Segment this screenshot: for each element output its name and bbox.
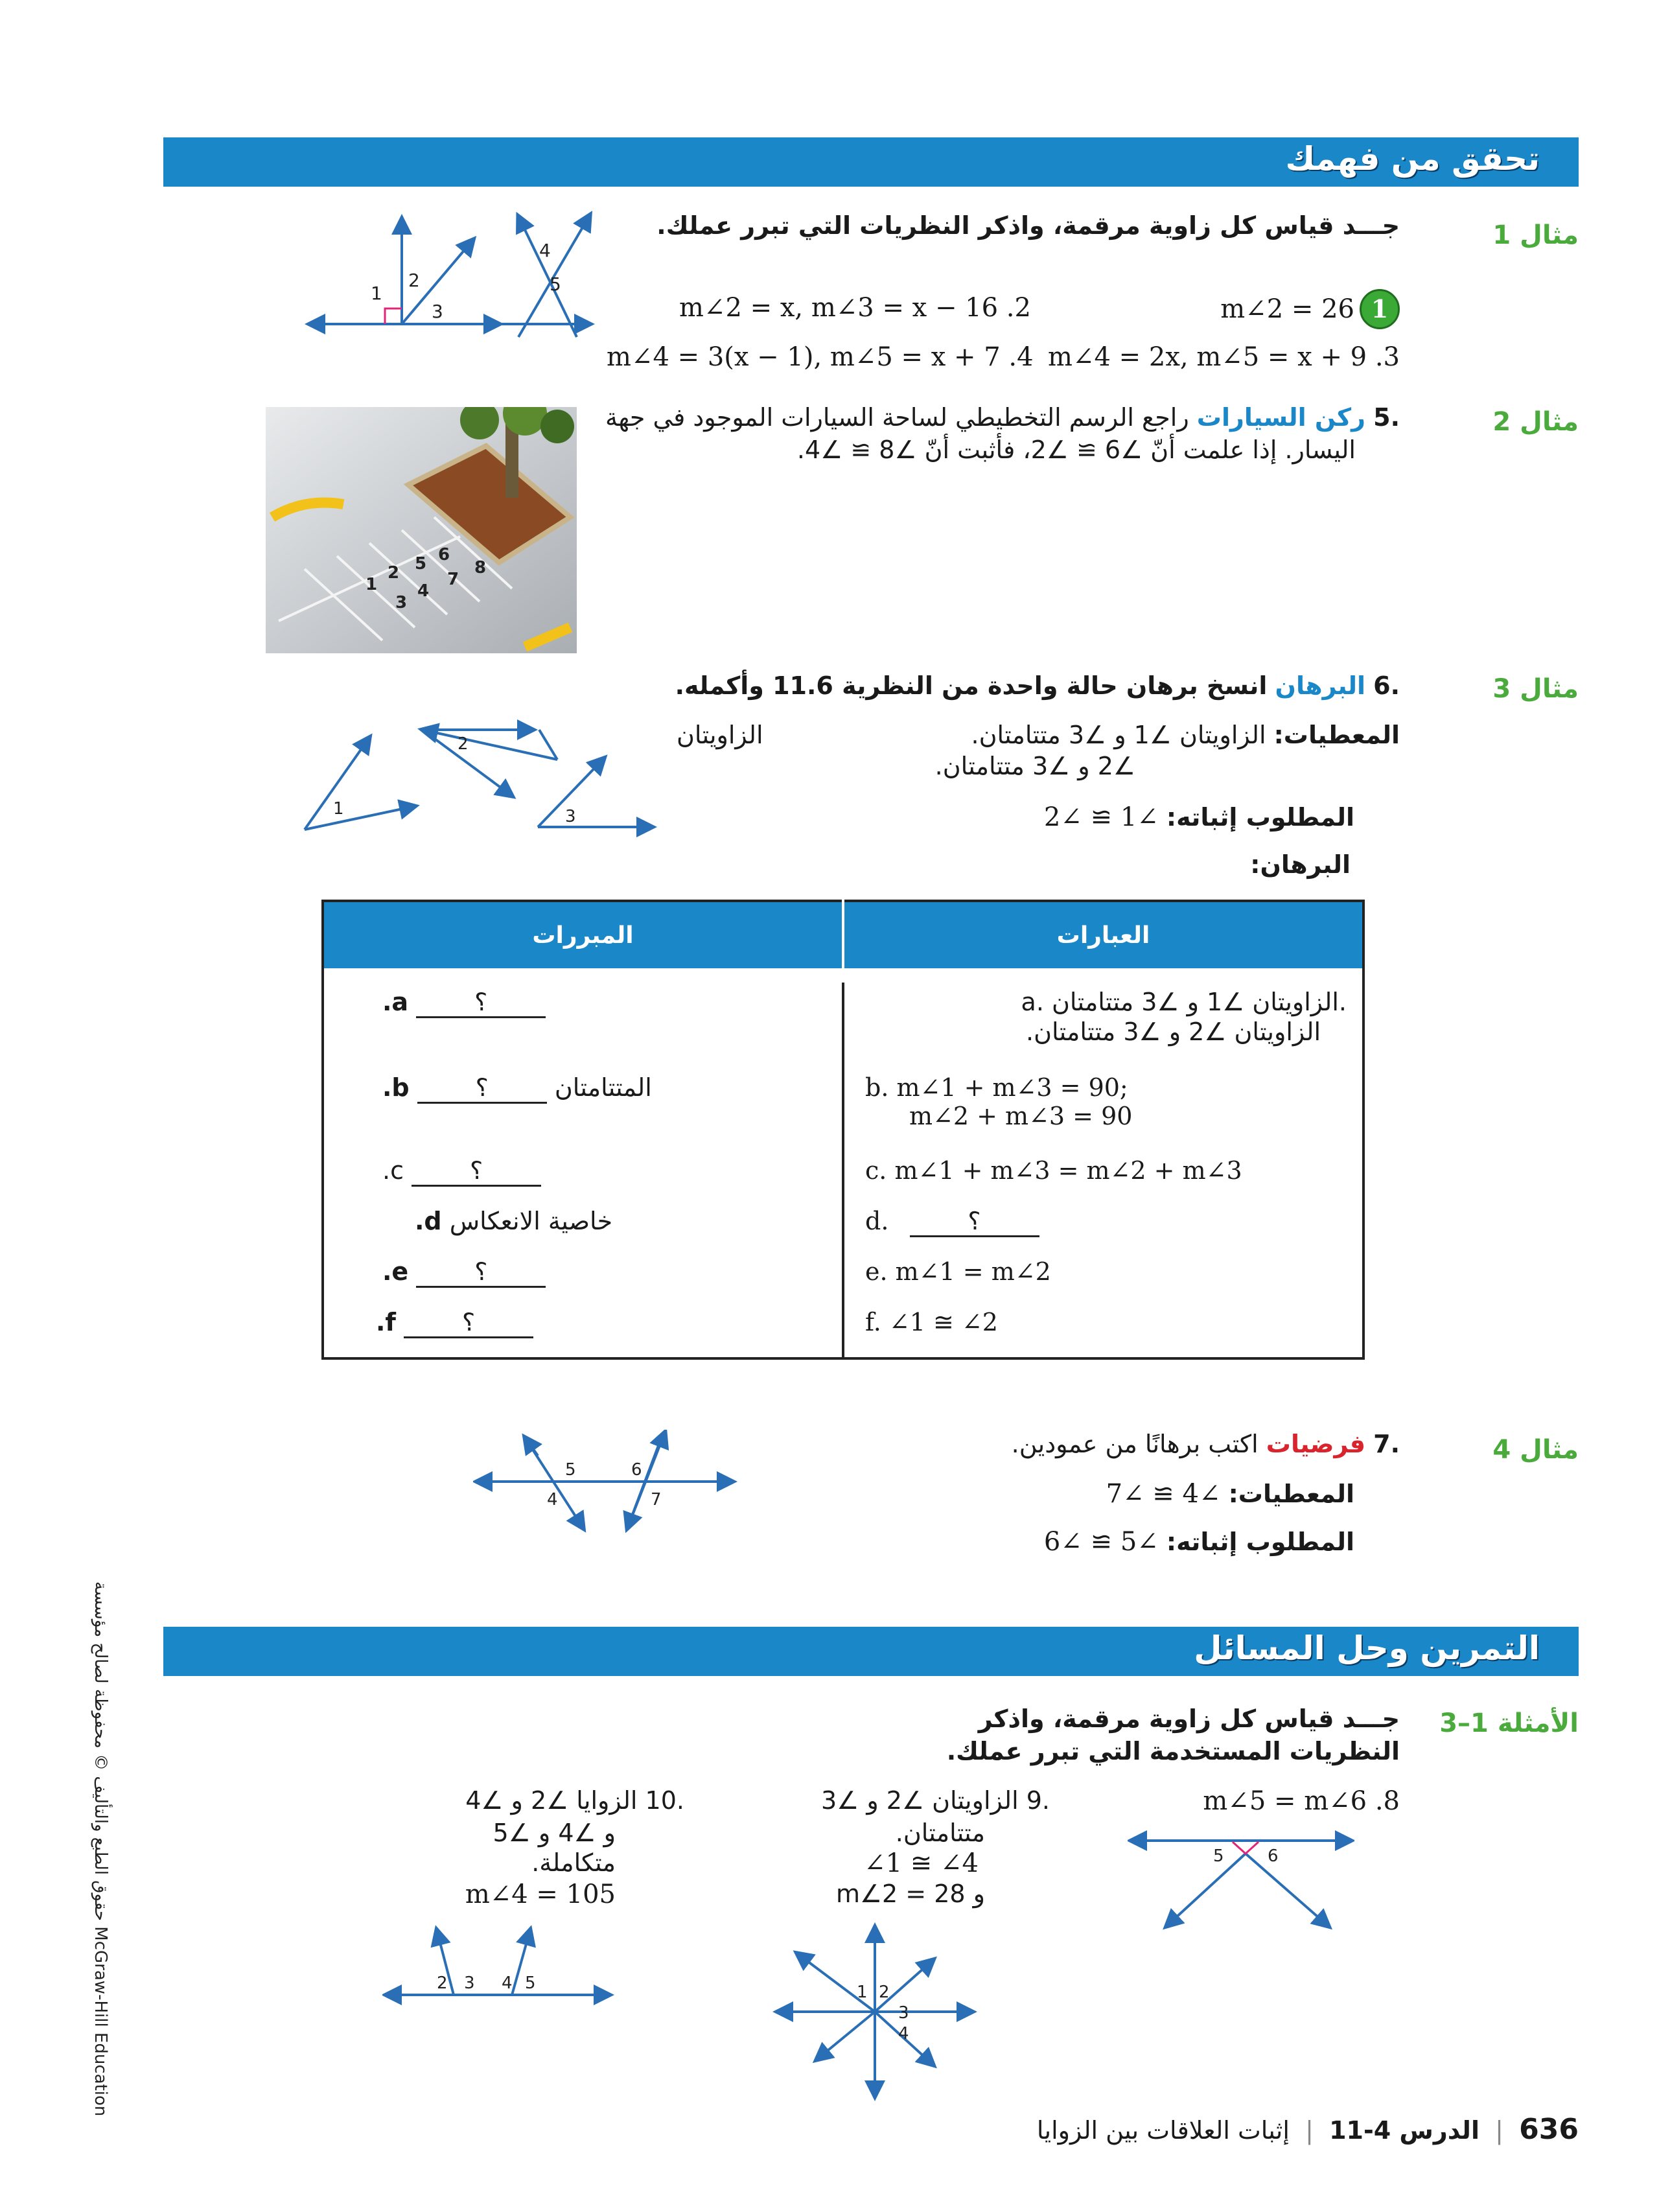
problem-1 — [1220, 289, 1400, 329]
ex2-number: .5 — [1373, 403, 1400, 432]
example-label-2: مثال 2 — [1492, 407, 1579, 437]
ex4-text: اكتب برهانًا من عمودين. — [1011, 1430, 1259, 1458]
photo-label-7: 7 — [447, 570, 459, 589]
problem-3: m∠4 = 2x, m∠5 = x + 9 .3 — [1048, 342, 1400, 372]
problem-10-line3: متكاملة. — [531, 1848, 616, 1877]
table-row — [323, 983, 1363, 1069]
ex4-given — [1106, 1479, 1354, 1509]
reason-b — [324, 1073, 842, 1104]
problem-10-figure — [382, 1921, 616, 2005]
problem-4: m∠4 = 3(x − 1), m∠5 = x + 7 .4 — [607, 342, 1034, 372]
reason-blank[interactable]: ؟ — [417, 1073, 547, 1104]
fig4-label-4: 4 — [547, 1490, 558, 1509]
fig1-label-3: 3 — [432, 301, 443, 322]
reason-e — [324, 1257, 842, 1288]
page-footer: 636 | الدرس 4-11 | إثبات العلاقات بين الزوايا — [1036, 2113, 1579, 2146]
reason-letter: .d — [415, 1207, 442, 1235]
fig10-label-3: 3 — [464, 1973, 475, 1993]
fig10-label-4: 4 — [502, 1973, 513, 1993]
example-label-3: مثال 3 — [1492, 674, 1579, 704]
reason-text: خاصية الانعكاس — [449, 1207, 613, 1235]
example-label-4: مثال 4 — [1492, 1435, 1579, 1465]
fig4-label-5: 5 — [565, 1460, 576, 1480]
fig10-label-5: 5 — [525, 1973, 536, 1993]
ex3-given-1: الزاويتان ∠1 و ∠3 متتامتان. — [971, 721, 1266, 749]
table-row — [323, 1256, 1363, 1307]
ex4-figure — [473, 1430, 739, 1533]
parking-lot-photo — [266, 407, 577, 653]
ex1-instruction: جـــد قياس كل زاوية مرقمة، واذكر النظريات التي تبرر عملك. — [656, 211, 1400, 240]
ex4-given-value: ∠4 ≅ ∠7 — [1106, 1479, 1221, 1509]
problem-9-line4: و m∠2 = 28 — [835, 1880, 985, 1908]
reason-blank[interactable]: ؟ — [404, 1308, 533, 1338]
fig3-label-3: 3 — [565, 807, 576, 826]
statement-letter: d. — [865, 1207, 889, 1235]
problem-9-figure — [771, 1921, 979, 2102]
ex4-question — [1012, 1430, 1400, 1458]
page-number: 636 — [1519, 2113, 1579, 2146]
reason-letter: .b — [382, 1073, 410, 1102]
ex3-given — [971, 721, 1400, 749]
ex3-proof-label: البرهان: — [1250, 850, 1351, 879]
ex4-given-label: المعطيات: — [1228, 1480, 1354, 1508]
fig1-label-4: 4 — [539, 240, 551, 261]
proof-table — [321, 900, 1365, 1360]
table-row — [323, 1155, 1363, 1205]
fig1-label-5: 5 — [550, 274, 561, 295]
ex3-given-word: الزاويتان — [677, 721, 763, 749]
practice-instruction-2: النظريات المستخدمة التي تبرر عملك. — [946, 1737, 1400, 1765]
lesson-title: إثبات العلاقات بين الزوايا — [1036, 2116, 1290, 2145]
ex3-given-2: ∠2 و ∠3 متتامتان. — [934, 752, 1135, 780]
photo-label-5: 5 — [415, 554, 427, 574]
fig10-label-2: 2 — [437, 1973, 448, 1993]
ex2-question-line1 — [605, 403, 1400, 432]
ex2-text-line2: اليسار. إذا علمت أنّ ∠6 ≅ ∠2، فأثبت أنّ ∠8 ≅ ∠4. — [796, 436, 1356, 464]
reason-blank[interactable]: ؟ — [412, 1156, 541, 1187]
statement-a: a. الزاويتان ∠1 و ∠3 متتامتان. — [1021, 988, 1347, 1016]
ex2-text-line1: راجع الرسم التخطيطي لساحة السيارات الموجود في جهة — [605, 403, 1189, 432]
reason-a — [324, 988, 551, 1018]
reason-letter: .f — [376, 1308, 396, 1336]
section-banner-practice — [163, 1627, 1579, 1676]
problem-2: m∠2 = x, m∠3 = x − 16 .2 — [679, 293, 1031, 323]
statement-b-2: m∠2 + m∠3 = 90 — [909, 1102, 1133, 1130]
problem-10-line4: m∠4 = 105 — [465, 1880, 616, 1909]
statement-e: e. m∠1 = m∠2 — [865, 1257, 1051, 1286]
problem-9-line2: متتامتان. — [895, 1819, 985, 1847]
problem-9-line1: .9 الزاويتان ∠2 و ∠3 — [821, 1786, 1050, 1815]
ex3-prove-value: ∠1 ≅ ∠2 — [1043, 802, 1159, 832]
fig9-label-3: 3 — [898, 2003, 909, 2023]
problem-9-line3: ∠1 ≅ ∠4 — [864, 1848, 979, 1878]
fig9-label-1: 1 — [857, 1983, 868, 2002]
reason-blank[interactable]: ؟ — [416, 1257, 546, 1288]
reason-letter: .c — [382, 1156, 404, 1185]
problem-10-line1: .10 الزوايا ∠2 و ∠4 — [465, 1786, 684, 1815]
example-label-practice: الأمثلة 1–3 — [1439, 1708, 1579, 1738]
reason-c — [324, 1156, 842, 1187]
table-row — [323, 1205, 1363, 1256]
side-copyright: حقوق الطبع والتأليف © محفوظة لصالح مؤسسة McGraw-Hill Education — [91, 1581, 110, 2117]
statement-c: c. m∠1 + m∠3 = m∠2 + m∠3 — [865, 1156, 1242, 1185]
table-row — [323, 1069, 1363, 1155]
example-label-1: مثال 1 — [1492, 220, 1579, 250]
section-title: تحقق من فهمك — [1285, 140, 1540, 178]
fig4-label-7: 7 — [651, 1490, 662, 1509]
problem-1-text: m∠2 = 26 — [1220, 294, 1354, 324]
table-row — [323, 1307, 1363, 1358]
photo-label-8: 8 — [474, 558, 487, 577]
reason-blank[interactable]: ؟ — [416, 988, 546, 1018]
fig9-label-2: 2 — [879, 1983, 890, 2002]
photo-label-2: 2 — [388, 563, 400, 583]
reason-d — [324, 1207, 842, 1235]
fig9-label-4: 4 — [898, 2024, 909, 2043]
reason-letter: .e — [382, 1257, 409, 1286]
ex3-given-label: المعطيات: — [1273, 721, 1400, 749]
problem-1-number: 1 — [1360, 289, 1400, 329]
fig3-label-2: 2 — [458, 734, 469, 754]
ex3-question — [675, 671, 1400, 700]
statement-b: b. m∠1 + m∠3 = 90; — [865, 1073, 1128, 1102]
ex4-prove-value: ∠5 ≅ ∠6 — [1043, 1527, 1159, 1557]
ex4-prove-label: المطلوب إثباته: — [1166, 1528, 1354, 1556]
ex4-prove — [1044, 1527, 1354, 1557]
statement-a-2: الزاويتان ∠2 و ∠3 متتامتان. — [1026, 1018, 1321, 1046]
statement-d — [865, 1207, 1362, 1237]
ex4-topic: فرضيات — [1266, 1430, 1366, 1458]
ex4-number: .7 — [1373, 1430, 1400, 1458]
fig1-label-2: 2 — [408, 270, 420, 291]
ex3-prove-label: المطلوب إثباته: — [1166, 803, 1354, 832]
photo-label-3: 3 — [395, 593, 408, 612]
photo-label-4: 4 — [417, 581, 430, 601]
ex3-topic: البرهان — [1275, 671, 1366, 700]
ex3-prove — [1044, 802, 1354, 832]
problem-8-figure — [1128, 1821, 1354, 1931]
ex3-number: .6 — [1373, 671, 1400, 700]
fig8-label-6: 6 — [1268, 1846, 1279, 1866]
fig3-label-1: 1 — [333, 799, 344, 819]
section-title: التمرين وحل المسائل — [1194, 1629, 1540, 1667]
section-banner-check — [163, 137, 1579, 187]
reason-letter: .a — [382, 988, 409, 1016]
practice-instruction-1: جـــد قياس كل زاوية مرقمة، واذكر — [978, 1705, 1400, 1733]
statement-f: f. ∠1 ≅ ∠2 — [865, 1308, 998, 1336]
col-header-reasons: المبررات — [323, 901, 843, 968]
reason-f — [324, 1308, 842, 1338]
col-header-statements: العبارات — [843, 901, 1363, 968]
photo-label-6: 6 — [438, 545, 450, 565]
problem-8: m∠5 = m∠6 .8 — [1203, 1786, 1400, 1816]
ex3-angles-figure — [298, 719, 674, 843]
ex1-angle-figure — [305, 207, 609, 343]
fig1-label-1: 1 — [371, 283, 382, 304]
fig4-label-6: 6 — [631, 1460, 642, 1480]
statement-blank[interactable]: ؟ — [910, 1207, 1039, 1237]
ex2-topic: ركن السيارات — [1196, 403, 1366, 432]
fig8-label-5: 5 — [1213, 1846, 1224, 1866]
photo-label-1: 1 — [365, 575, 378, 594]
problem-10-line2: و ∠4 و ∠5 — [493, 1819, 616, 1847]
ex3-text: انسخ برهان حالة واحدة من النظرية 11.6 وأكمله. — [675, 671, 1268, 700]
reason-text: المتتامتان — [554, 1073, 652, 1102]
lesson-label: الدرس 4-11 — [1329, 2116, 1479, 2145]
